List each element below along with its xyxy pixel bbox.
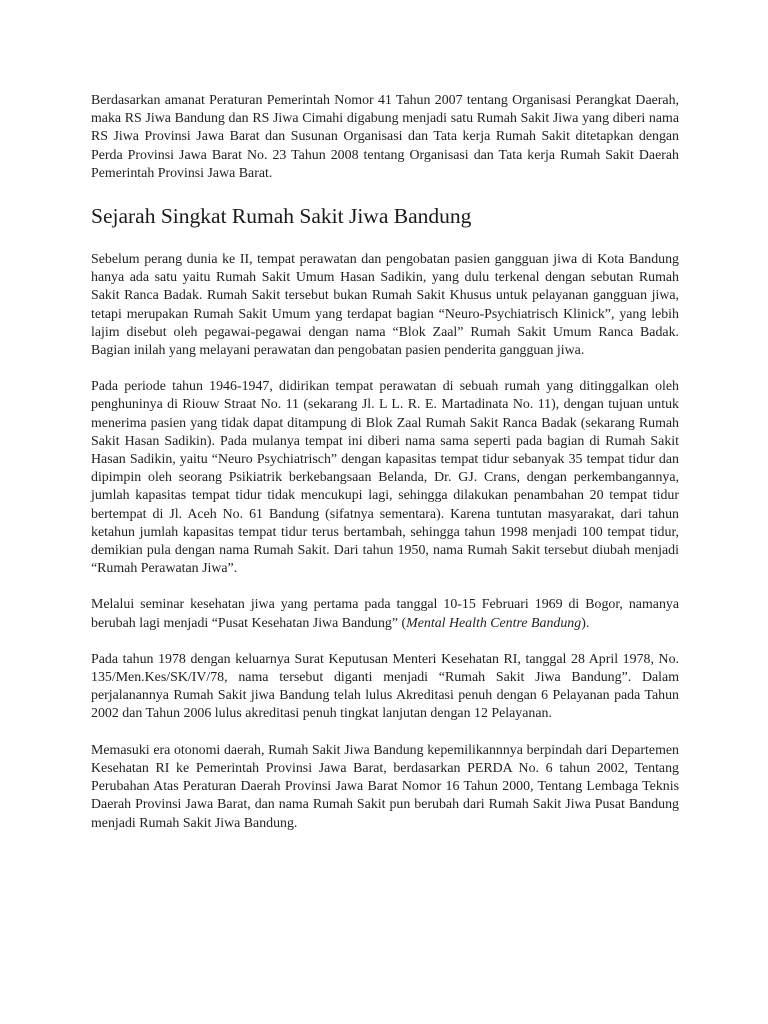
paragraph-4: Pada tahun 1978 dengan keluarnya Surat Keputusan Menteri Kesehatan RI, tanggal 28 April 1978, No. 135/Men.Kes/SK/IV/78, nama tersebut diganti menjadi “Rumah Sakit Jiwa Bandung”. Dalam perjalanannya Rumah Sakit jiwa Bandung telah lulus Akreditasi penuh dengan 6 Pelayanan pada Tahun 2002 dan Tahun 2006 lulus akreditasi penuh tingkat lanjutan dengan 12 Pelayanan.: [91, 651, 679, 722]
paragraph-2: Pada periode tahun 1946-1947, didirikan tempat perawatan di sebuah rumah yang ditinggalkan oleh penghuninya di Riouw Straat No. 11 (sekarang Jl. L L. R. E. Martadinata No. 11), dengan tujuan untuk menerima pasien yang tidak dapat ditampung di Blok Zaal Rumah Sakit Ranca Badak (sekarang Rumah Sakit Hasan Sadikin). Pada mulanya tempat ini diberi nama sama seperti pada bagian di Rumah Sakit Hasan Sadikin, yaitu “Neuro Psychiatrisch” dengan kapasitas tempat tidur sebanyak 35 tempat tidur dan dipimpin oleh seorang Psikiatrik berkebangsaan Belanda, Dr. GJ. Crans, dengan perkembangannya, jumlah kapasitas tempat tidur tidak mencukupi lagi, sehingga dilakukan penambahan 20 tempat tidur bertempat di Jl. Aceh No. 61 Bandung (sifatnya sementara). Karena tuntutan masyarakat, dari tahun ketahun jumlah kapasitas tempat tidur terus bertambah, sehingga tahun 1998 menjadi 100 tempat tidur, demikian pula dengan nama Rumah Sakit. Dari tahun 1950, nama Rumah Sakit tersebut diubah menjadi “Rumah Perawatan Jiwa”.: [91, 379, 679, 577]
document-page: [91, 92, 679, 833]
paragraph-3-end: ).: [581, 615, 590, 631]
paragraph-1: Sebelum perang dunia ke II, tempat perawatan dan pengobatan pasien gangguan jiwa di Kota Bandung hanya ada satu yaitu Rumah Sakit Umum Hasan Sadikin, yang dulu terkenal dengan sebutan Rumah Sakit Ranca Badak. Rumah Sakit tersebut bukan Rumah Sakit Khusus untuk pelayanan gangguan jiwa, tetapi merupakan Rumah Sakit Umum yang terdapat bagian “Neuro-Psychiatrisch Klinick”, yang lebih lajim disebut oleh pegawai-pegawai dengan nama “Blok Zaal” Rumah Sakit Umum Ranca Badak. Bagian inilah yang melayani perawatan dan pengobatan pasien penderita gangguan jiwa.: [91, 252, 679, 359]
paragraph-5: Memasuki era otonomi daerah, Rumah Sakit Jiwa Bandung kepemilikannnya berpindah dari Departemen Kesehatan RI ke Pemerintah Provinsi Jawa Barat, berdasarkan PERDA No. 6 tahun 2002, Tentang Perubahan Atas Peraturan Daerah Provinsi Jawa Barat Nomor 16 Tahun 2000, Tentang Lembaga Teknis Daerah Provinsi Jawa Barat, dan nama Rumah Sakit pun berubah dari Rumah Sakit Jiwa Pusat Bandung menjadi Rumah Sakit Jiwa Bandung.: [91, 742, 679, 831]
section-heading: Sejarah Singkat Rumah Sakit Jiwa Bandung: [91, 204, 472, 229]
paragraph-3-text: Melalui seminar kesehatan jiwa yang pertama pada tanggal 10-15 Februari 1969 di Bogor, namanya berubah lagi menjadi “Pusat Kesehatan Jiwa Bandung” (: [91, 597, 679, 631]
paragraph-3: [91, 596, 679, 632]
intro-paragraph: Berdasarkan amanat Peraturan Pemerintah Nomor 41 Tahun 2007 tentang Organisasi Perangkat Daerah, maka RS Jiwa Bandung dan RS Jiwa Cimahi digabung menjadi satu Rumah Sakit Jiwa yang diberi nama RS Jiwa Provinsi Jawa Barat dan Susunan Organisasi dan Tata kerja Rumah Sakit ditetapkan dengan Perda Provinsi Jawa Barat No. 23 Tahun 2008 tentang Organisasi dan Tata kerja Rumah Sakit Daerah Pemerintah Provinsi Jawa Barat.: [91, 93, 679, 181]
paragraph-3-italic: Mental Health Centre Bandung: [406, 615, 582, 631]
